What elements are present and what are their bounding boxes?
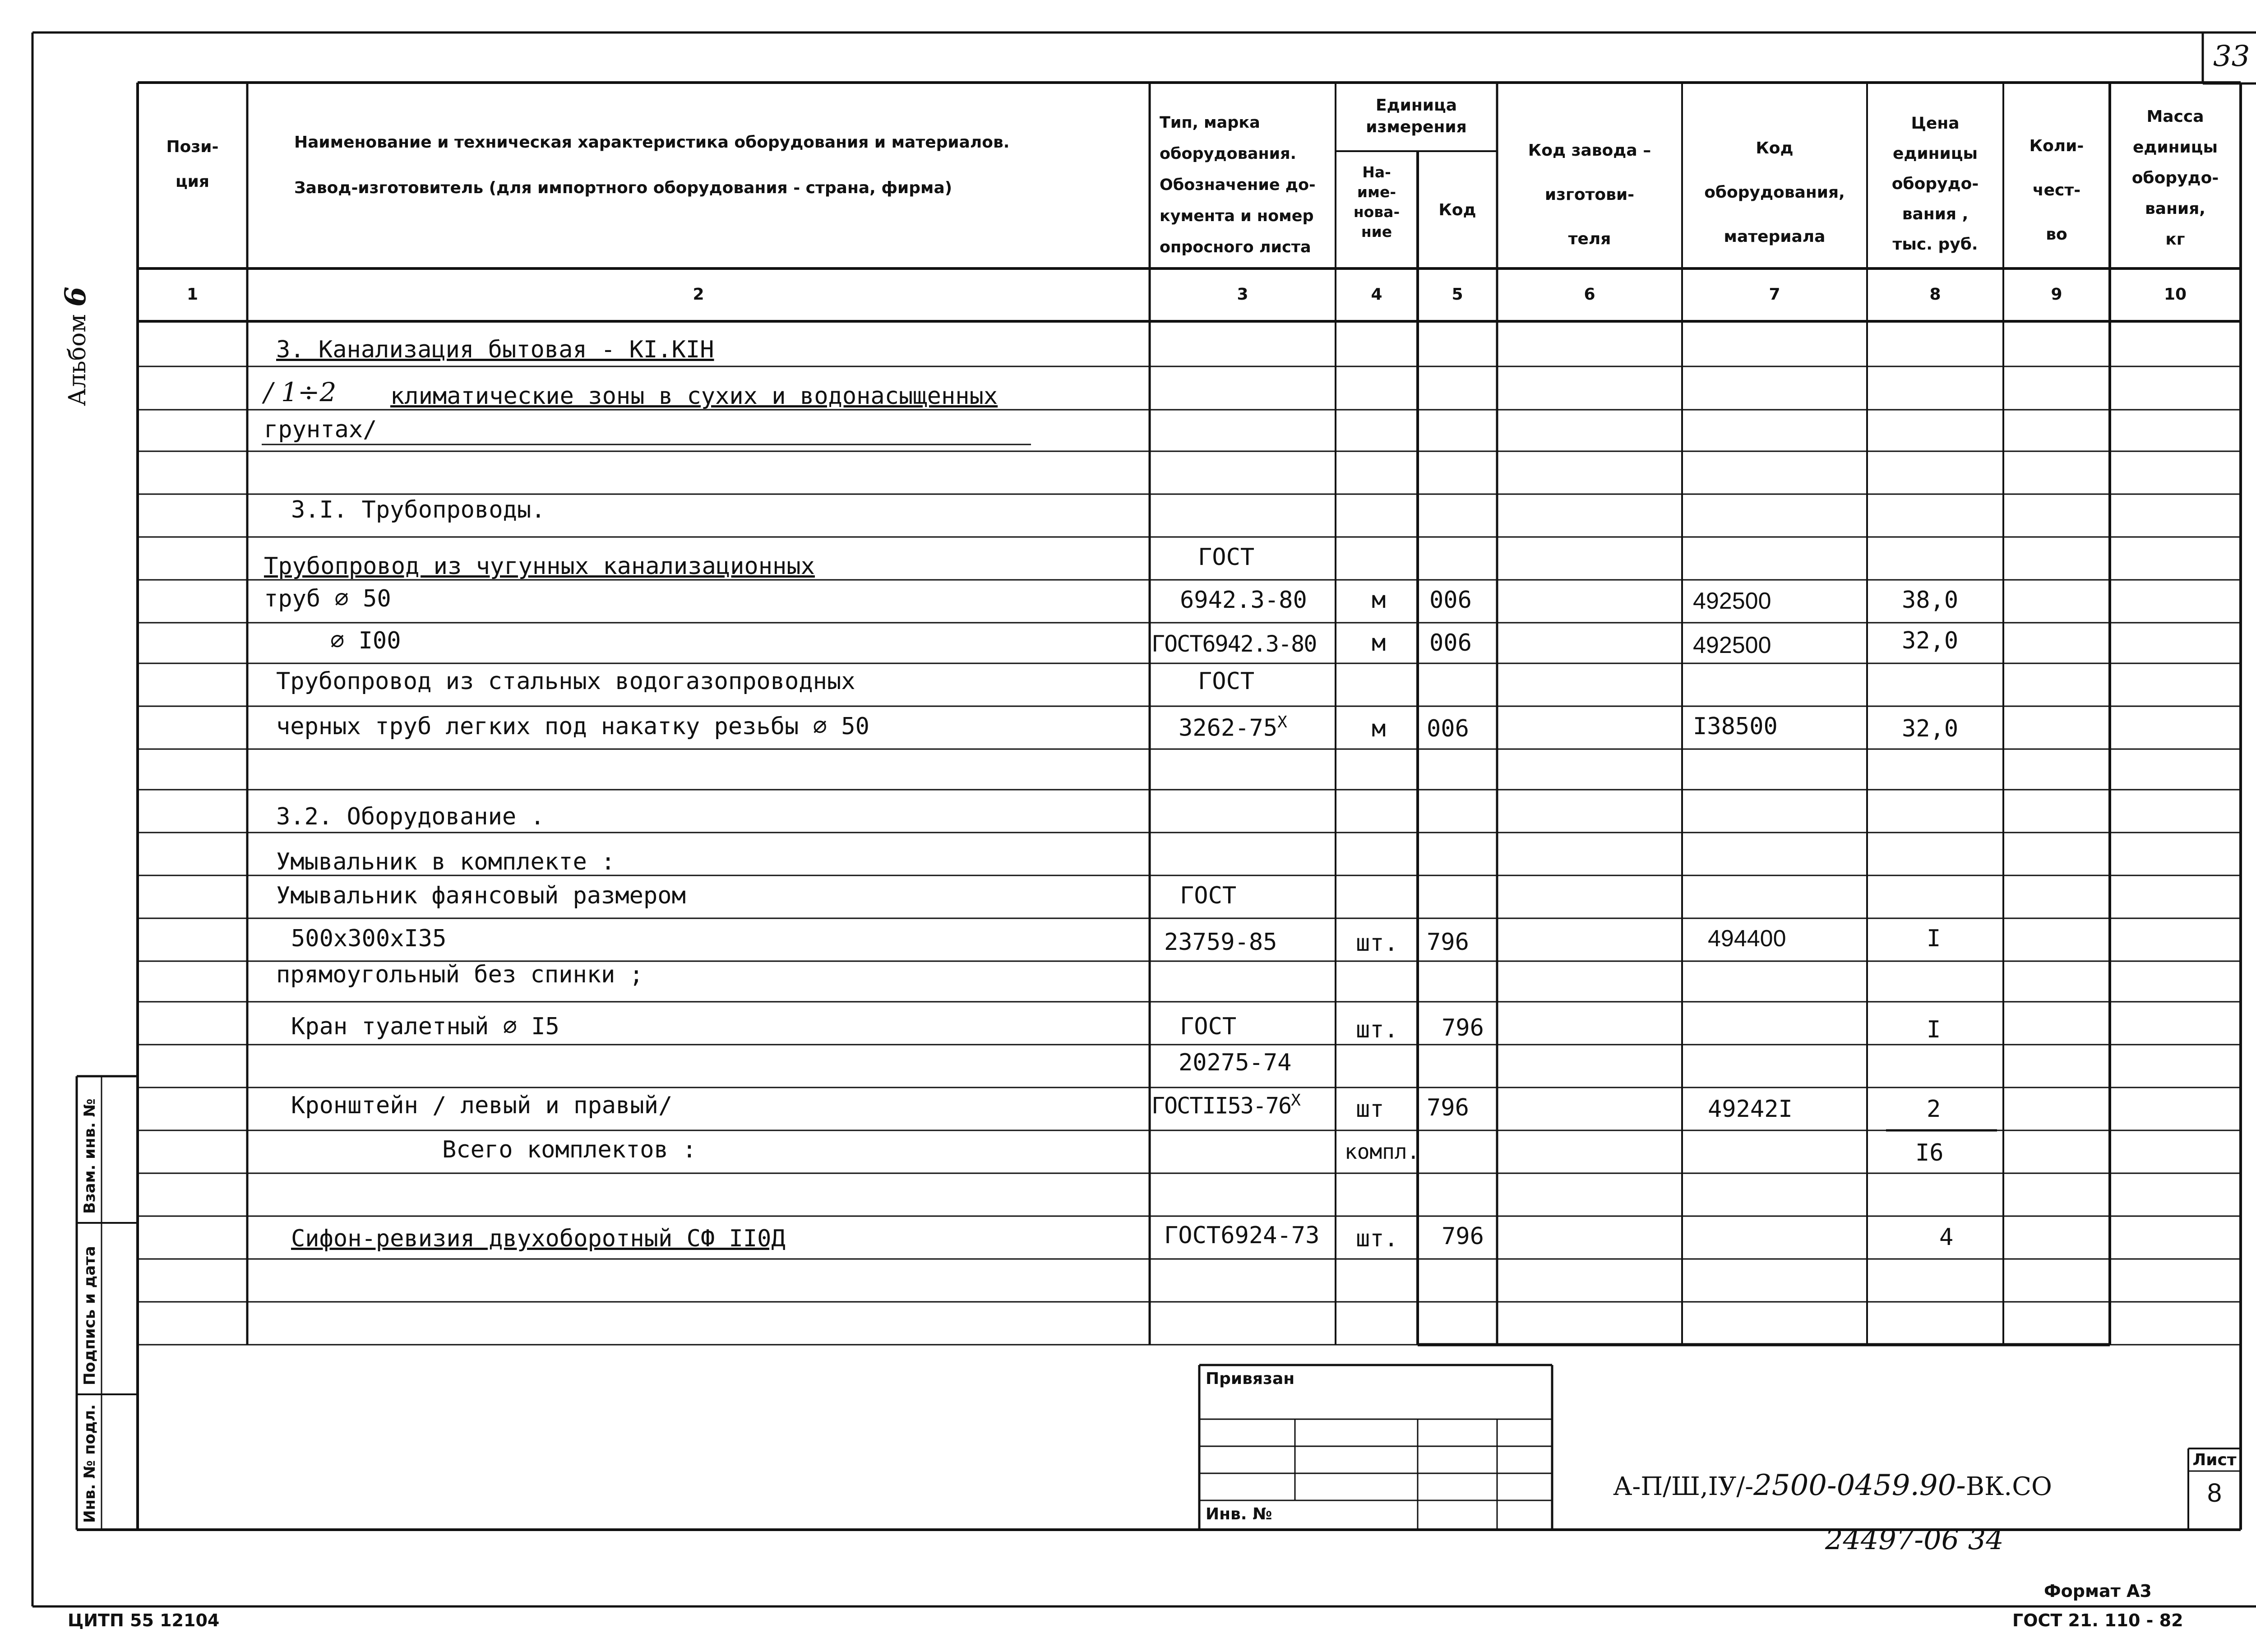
item-price: 38,0 <box>1902 587 1959 614</box>
header-text: Завод-изготовитель (для импортного оборудования - страна, фирма) <box>294 179 952 198</box>
header-text: оборудо- <box>2131 169 2219 187</box>
header-text: Наименование и техническая характеристика оборудования и материалов. <box>294 133 1010 152</box>
item-name: ∅ I00 <box>330 627 401 654</box>
header-text: оборудования. <box>1160 145 1296 163</box>
header-text: ние <box>1361 223 1392 241</box>
section-title: 3. Канализация бытовая - KI.KIH <box>276 336 714 363</box>
item-unit: м <box>1372 629 1386 657</box>
header-text: чест- <box>2032 181 2081 199</box>
item-name: Трубопровод из стальных водогазопроводных <box>276 668 855 695</box>
doc-prefix: А-П/Ш,IУ/- <box>1613 1472 1754 1501</box>
header-price <box>1867 108 2003 259</box>
header-text: Цена <box>1911 114 1960 133</box>
item-unit: м <box>1372 715 1386 742</box>
header-text: единицы <box>1892 144 1978 163</box>
item-unit: м <box>1372 587 1386 614</box>
header-text: опросного листа <box>1160 238 1311 256</box>
total-value: I6 <box>1915 1139 1944 1166</box>
item-doc <box>1179 713 1287 741</box>
header-text: Пози- <box>166 138 219 156</box>
header-text: кумента и номер <box>1160 207 1314 225</box>
col-number: 7 <box>1769 285 1780 304</box>
col-number: 8 <box>1929 285 1941 304</box>
item-code: 492500 <box>1693 632 1771 658</box>
header-text: Единица <box>1376 96 1457 115</box>
item-price: I <box>1927 925 1941 952</box>
header-text: На- <box>1362 163 1391 181</box>
header-unit-name <box>1336 162 1418 242</box>
header-text: измерения <box>1366 118 1467 136</box>
header-text: име- <box>1357 183 1396 201</box>
item-doc: ГОСТ6924-73 <box>1164 1222 1320 1249</box>
header-name <box>294 133 1009 198</box>
item-doc <box>1151 1091 1300 1119</box>
footer-citp: ЦИТП 55 12104 <box>68 1610 220 1630</box>
item-unit-code: 796 <box>1442 1223 1484 1250</box>
col-number: 4 <box>1371 285 1382 304</box>
item-group: Умывальник в комплекте : <box>276 848 615 875</box>
item-doc-sup: X <box>1291 1091 1300 1110</box>
doc-hand: 2500-0459.90- <box>1753 1469 1966 1502</box>
header-text: Масса <box>2146 107 2204 126</box>
header-text: единицы <box>2132 138 2218 157</box>
footer-gost: ГОСТ 21. 110 - 82 <box>2012 1610 2183 1630</box>
item-doc: 6942.3-80 <box>1180 587 1307 614</box>
footer-format: Формат А3 <box>2044 1581 2152 1601</box>
item-unit: шт. <box>1356 1016 1398 1043</box>
stamp-inv: Инв. № <box>1206 1505 1272 1523</box>
total-label: Всего комплектов : <box>442 1136 697 1163</box>
header-unit <box>1336 95 1497 138</box>
document-code <box>1613 1469 2052 1502</box>
header-text: изготови- <box>1544 185 1635 204</box>
item-code: 492500 <box>1693 588 1771 614</box>
doc-suffix: ВК.СО <box>1965 1472 2052 1501</box>
item-name-cont: прямоугольный без спинки ; <box>276 961 643 988</box>
zone-range: / 1÷2 <box>264 377 337 407</box>
stamp-podpis-data: Подпись и дата <box>81 1246 99 1385</box>
item-price: 32,0 <box>1902 627 1959 654</box>
list-label: Лист <box>2192 1451 2237 1469</box>
item-doc: ГОСТ <box>1198 668 1255 695</box>
sheet-corner-number: 33 <box>2213 40 2250 73</box>
header-unit-code: Код <box>1438 201 1476 219</box>
col-number: 2 <box>693 285 704 304</box>
header-text: во <box>2046 225 2067 244</box>
header-text: оборудования, <box>1704 183 1845 202</box>
album-number: 6 <box>59 287 92 307</box>
header-text: Коли- <box>2029 137 2084 155</box>
item-unit-code: 006 <box>1429 629 1472 657</box>
header-text: вания , <box>1902 205 1969 223</box>
item-doc-text: ГОСТII53-76 <box>1151 1092 1291 1119</box>
archive-number: 24497-06 34 <box>1825 1523 2004 1556</box>
item-code: I38500 <box>1693 713 1778 740</box>
header-quantity <box>2003 124 2110 257</box>
item-unit-code: 006 <box>1427 715 1469 742</box>
album-label-text: Альбом <box>64 314 91 406</box>
list-number: 8 <box>2207 1478 2222 1508</box>
item-price: 2 <box>1927 1096 1941 1123</box>
item-unit: шт. <box>1356 930 1398 957</box>
subsection-title: 3.I. Трубопроводы. <box>291 496 546 523</box>
item-unit: шт <box>1356 1096 1384 1123</box>
col-number: 3 <box>1237 285 1248 304</box>
item-name: Трубопровод из чугунных канализационных <box>264 553 815 580</box>
col-number: 5 <box>1452 285 1463 304</box>
item-doc: ГОСТ <box>1198 544 1255 571</box>
item-name: Кран туалетный ∅ I5 <box>291 1013 559 1040</box>
item-code: 49242I <box>1708 1096 1793 1123</box>
stamp-inv-podl: Инв. № подл. <box>81 1404 99 1523</box>
header-factory-code <box>1497 129 1682 261</box>
item-code: 494400 <box>1708 925 1786 952</box>
album-label <box>59 287 92 406</box>
item-doc-sup: X <box>1277 713 1287 731</box>
col-number: 9 <box>2051 285 2062 304</box>
header-text: нова- <box>1353 203 1400 221</box>
stamp-zam-inv: Взам. инв. № <box>81 1098 99 1214</box>
item-doc: 23759-85 <box>1164 929 1277 956</box>
item-price: 32,0 <box>1902 715 1959 742</box>
item-name: Кронштейн / левый и правый/ <box>291 1092 673 1119</box>
subsection-title: 3.2. Оборудование . <box>276 803 545 830</box>
item-price: 4 <box>1939 1224 1954 1251</box>
item-doc: ГОСТ <box>1180 1013 1237 1040</box>
item-doc: ГОСТ <box>1180 882 1237 909</box>
header-text: Код завода – <box>1528 141 1651 160</box>
item-doc: 20275-74 <box>1179 1049 1292 1076</box>
header-text: Код <box>1756 139 1794 157</box>
header-equipment-code <box>1682 126 1867 259</box>
item-unit-code: 796 <box>1427 929 1469 956</box>
header-text: кг <box>2165 230 2185 249</box>
item-name: Умывальник фаянсовый размером <box>276 882 686 909</box>
zone-text-end: грунтах/ <box>264 416 377 443</box>
col-number: 1 <box>186 285 199 304</box>
item-unit-code: 006 <box>1429 587 1472 614</box>
header-text: теля <box>1568 230 1611 248</box>
total-unit: компл. <box>1345 1139 1420 1164</box>
header-type <box>1160 107 1316 263</box>
header-text: ция <box>175 172 210 191</box>
zone-text: климатические зоны в сухих и водонасыщенных <box>390 383 998 410</box>
item-unit-code: 796 <box>1442 1014 1484 1041</box>
item-unit-code: 796 <box>1427 1094 1469 1121</box>
header-text: Тип, марка <box>1160 114 1260 132</box>
header-text: Обозначение до- <box>1160 176 1316 194</box>
item-unit: шт. <box>1356 1225 1398 1252</box>
header-text: тыс. руб. <box>1892 235 1978 254</box>
item-doc-text: 3262-75 <box>1179 714 1278 742</box>
item-name: 500x300xI35 <box>291 925 447 952</box>
item-name: черных труб легких под накатку резьбы ∅ 50 <box>276 713 869 740</box>
header-text: материала <box>1724 227 1826 246</box>
col-number: 10 <box>2164 285 2187 304</box>
col-number: 6 <box>1584 285 1595 304</box>
item-doc: ГОСТ6942.3-80 <box>1151 631 1317 657</box>
header-text: вания, <box>2145 199 2205 218</box>
item-price: I <box>1927 1016 1941 1043</box>
header-position <box>138 138 247 191</box>
item-name: труб ∅ 50 <box>264 585 391 612</box>
header-text: оборудо- <box>1891 175 1979 193</box>
stamp-privyazan: Привязан <box>1206 1370 1295 1388</box>
header-mass <box>2110 102 2241 255</box>
item-name: Сифон-ревизия двухоборотный СФ II0Д <box>291 1225 786 1252</box>
